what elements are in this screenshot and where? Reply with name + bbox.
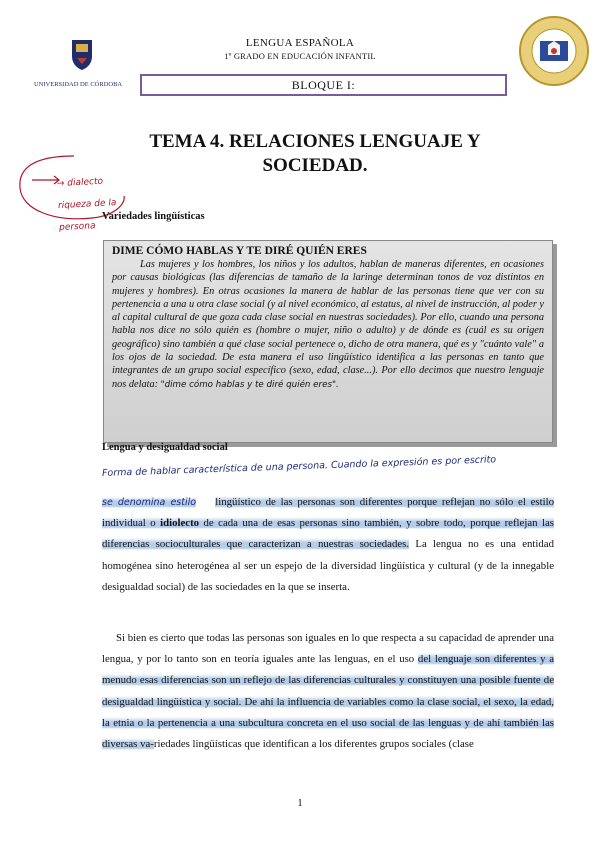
section-heading-desigualdad: Lengua y desigualdad social — [102, 442, 228, 453]
paragraph-2 — [102, 628, 554, 755]
quote-body-text: Las mujeres y los hombres, los niños y los adultos, hablan de maneras diferentes, en ocasiones por causas biológicas (las diferencias de tamaño de la laringe determinan tonos de voz distintos en mujeres y hombres). En otras ocasiones la manera de hablar de las personas tiene que ver con su pertenencia a una u otra clase social (y al nivel económico, al estatus, al nivel de instrucción, al poder y al capital cultural de que goza cada clase social en nuestras sociedades). Por ello, cuando una persona habla nos dice no sólo quién es (hombre o mujer, niño o adulto) y de dónde es (cuál es su origen geográfico) sino también a qué clase social pertenece o, dicho de otra manera, qué es y "cuánto vale" a los ojos de la sociedad. De esta manera el uso lingüístico identifica a las personas en tanto que integrantes de un grupo social específico (sexo, edad, clase...). Por ello decimos que nuestro lenguaje nos delata: — [112, 259, 544, 390]
course-subtitle: 1º GRADO EN EDUCACIÓN INFANTIL — [224, 51, 376, 61]
quote-box — [103, 240, 553, 443]
paragraph-2-highlight: del lenguaje son diferentes y a menudo esas diferencias son un reflejo de las diferencias culturales y constituyen una posible fuente de desigualdad lingüística y social. De ahí la influencia de variables como la clase social, el sexo, la edad, la etnia o la pertenencia a una subcultura concreta en el uso social de las lenguas y de ahí también las diversas va- — [102, 653, 554, 751]
handwritten-line-2: se denomina estilo — [102, 497, 197, 508]
section-heading-variedades: Variedades lingüísticas — [102, 211, 205, 222]
page-title: TEMA 4. RELACIONES LENGUAJE Y SOCIEDAD. — [149, 131, 481, 176]
course-title: LENGUA ESPAÑOLA — [245, 37, 355, 49]
paragraph-1 — [102, 492, 554, 598]
page-number: 1 — [297, 797, 303, 809]
quote-closing: "dime cómo hablas y te diré quién eres". — [160, 379, 339, 390]
quote-body — [112, 258, 544, 392]
paragraph-1-lead: lingüístico de las personas son diferentes porque reflejan no sólo el estilo individual o — [102, 496, 555, 530]
paragraph-2-lead: Si bien es cierto que todas las personas son iguales en lo que respecta a su capacidad de aprender una lengua, y por lo tanto son en teoría iguales ante las lenguas, en el uso — [102, 632, 554, 666]
school-seal — [518, 15, 590, 87]
university-logo-text: UNIVERSIDAD DE CÓRDOBA — [34, 81, 123, 88]
quote-heading: DIME CÓMO HABLAS Y TE DIRÉ QUIÉN ERES — [112, 245, 367, 257]
handwritten-note: → dialecto riqueza de la persona — [56, 176, 117, 234]
university-logo — [34, 36, 130, 92]
block-label: BLOQUE I: — [140, 74, 507, 96]
paragraph-1-tail: La lengua no es una entidad homogénea sino heterogénea al ser un espejo de la diversidad lingüística y cultural (y de la innegable desigualdad social) de las sociedades en la que se inserta. — [102, 538, 554, 593]
paragraph-2-tail: riedades lingüísticas que identifican a los diferentes grupos sociales (clase — [153, 738, 474, 751]
idiolecto-term: idiolecto — [160, 517, 200, 530]
handwritten-line-1: Forma de hablar característica de una persona. Cuando la expresión es por escrito — [101, 454, 497, 479]
paragraph-1-rest: de cada una de esas personas sino también, y sobre todo, porque reflejan las diferencias socioculturales que caracterizan a nuestras sociedades. — [102, 517, 554, 551]
